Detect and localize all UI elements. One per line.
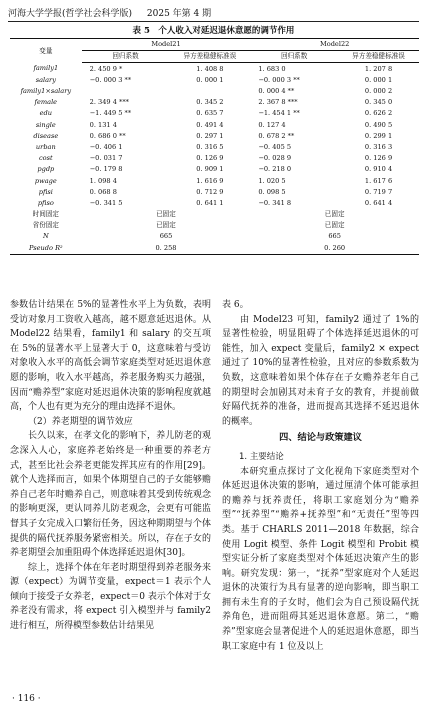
- row-se-model21: 0. 635 7: [196, 109, 224, 118]
- row-coef-model22: 0. 678 2 **: [258, 131, 295, 140]
- row-coef-model21: −0. 341 5: [89, 198, 123, 207]
- table-summary-row: [10, 231, 419, 242]
- left-paragraph-3: 综上，选择个体在年老时期望得到养老服务来源（expect）为调节变量，expect＝1 表示个人倾向于接受子女养老，expect＝0 表示个体对于女养老没有需求，将 expect 引入模型并与 family2 进行相互，所得模型参数估计结果见: [10, 562, 211, 632]
- row-coef-model21: −0. 406 1: [89, 142, 123, 151]
- row-coef-model22: −0. 000 3 **: [258, 75, 300, 84]
- row-coef-model21: 2. 450 9 *: [89, 64, 123, 73]
- summary-label: N: [42, 232, 49, 241]
- row-variable: pgdp: [37, 165, 55, 174]
- row-coef-model22: −1. 454 1 **: [258, 109, 300, 118]
- row-variable: female: [34, 98, 58, 107]
- row-se-model22: 0. 490 5: [364, 120, 393, 129]
- sub-se-1: 异方差稳健标准误: [169, 51, 250, 63]
- row-variable: edu: [39, 109, 53, 118]
- row-se-model21: [169, 86, 250, 97]
- row-coef-model21: 0. 686 0 **: [89, 131, 126, 140]
- left-subheading: （2）养老期望的调节效应: [28, 416, 133, 427]
- table-row: [10, 186, 419, 197]
- table-row: [10, 97, 419, 108]
- table-summary-row: [10, 220, 419, 231]
- row-coef-model21: 2. 349 4 ***: [89, 98, 129, 107]
- table-summary-row: [10, 209, 419, 220]
- row-se-model22: 0. 000 1: [364, 75, 393, 84]
- row-se-model21: 0. 297 1: [196, 131, 224, 140]
- row-se-model21: 1. 616 9: [196, 176, 224, 185]
- row-se-model21: 0. 316 5: [196, 142, 224, 151]
- running-header: [8, 6, 419, 22]
- row-variable: pfiso: [37, 198, 54, 207]
- table-row: [10, 131, 419, 142]
- row-se-model21: 0. 909 1: [196, 165, 224, 174]
- table-row: [10, 175, 419, 186]
- summary-label: Pseudo R²: [10, 242, 82, 254]
- table-row: [10, 164, 419, 175]
- summary-label: 时间固定: [32, 210, 60, 219]
- row-se-model22: 0. 299 1: [364, 131, 393, 140]
- right-paragraph-0: 表 6。: [222, 300, 249, 310]
- row-coef-model22: −0. 341 8: [258, 198, 292, 207]
- regression-table: [10, 38, 419, 255]
- summary-model22: 665: [328, 232, 341, 241]
- row-se-model21: 0. 641 1: [196, 198, 224, 207]
- table-row: [10, 119, 419, 130]
- table-row: [10, 198, 419, 209]
- right-subheading: 1. 主要结论: [239, 451, 284, 462]
- table-row: [10, 63, 419, 75]
- row-variable: urban: [35, 142, 56, 151]
- row-coef-model21: 1. 098 4: [89, 176, 117, 185]
- row-coef-model21: −0. 031 7: [89, 154, 123, 163]
- summary-model21: 0. 258: [82, 242, 251, 254]
- row-se-model22: 0. 626 2: [364, 109, 393, 118]
- row-se-model22: 1. 207 8: [364, 64, 393, 73]
- row-variable: family1×salary: [20, 87, 72, 96]
- model2-header: Model22: [250, 39, 419, 51]
- row-se-model22: 1. 617 6: [364, 176, 393, 185]
- row-coef-model22: 1. 683 0: [258, 64, 286, 73]
- row-variable: cost: [38, 154, 53, 163]
- page-number: · 116 ·: [12, 694, 41, 704]
- row-variable: pwage: [34, 176, 57, 185]
- row-se-model21: 0. 712 9: [196, 187, 224, 196]
- summary-label: 省份固定: [32, 221, 60, 230]
- row-variable: salary: [35, 75, 56, 84]
- row-coef-model22: −0. 405 5: [258, 142, 292, 151]
- right-paragraph-1: 由 Model23 可知，family2 通过了 1%的显著性检验，明显阻碍了个体选择延迟退休的可能性，加入 expect 变量后，family2 × expect 通过了 10%的显著性检验，且对应的参数系数为负数，这意味着如果个体存在子女赡养老年自己的期望时会加剧其对未育子女的教育，并提前做好隔代抚养的准备，进而提高其选择不延迟退休的概率。: [222, 314, 419, 427]
- section-heading: 四、结论与政策建议: [279, 432, 362, 444]
- row-se-model21: 0. 345 2: [196, 98, 224, 107]
- model1-header: Model21: [82, 39, 251, 51]
- left-column: [10, 298, 211, 634]
- row-variable: pfisi: [38, 187, 53, 196]
- row-se-model22: 0. 000 2: [364, 87, 393, 96]
- table-caption: 表 5 个人收入对延迟退休意愿的调节作用: [132, 26, 295, 36]
- row-coef-model22: −0. 028 9: [258, 154, 292, 163]
- table-row: [10, 75, 419, 86]
- sub-se-2: 异方差稳健标准误: [338, 51, 419, 63]
- row-se-model21: 1. 408 8: [196, 64, 224, 73]
- row-se-model22: 0. 910 4: [364, 165, 393, 174]
- row-variable: family1: [33, 64, 59, 73]
- row-coef-model21: −0. 179 8: [89, 165, 123, 174]
- row-variable: single: [35, 120, 56, 129]
- row-coef-model22: 0. 127 4: [258, 120, 286, 129]
- sub-coef-1: 回归系数: [82, 51, 170, 63]
- summary-model22: 已固定: [324, 210, 345, 219]
- journal-name: 河海大学学报(哲学社会科学版): [8, 9, 133, 19]
- right-column: [222, 298, 419, 654]
- row-coef-model21: −0. 000 3 **: [89, 75, 132, 84]
- col-variable: 变量: [10, 39, 82, 63]
- left-paragraph-1: 参数估计结果在 5%的显著性水平上为负数，表明受访对象月工资收入越高，越不愿意延迟退休。从 Model22 结果看，family1 和 salary 的交互项在 5%的显著水平上显著大于 0，这意味着与受访对象收入水平的高低会调节家庭类型对延迟退休意愿的影响，收入水平越高，养老服务购买力越强，因而“赡养型”家庭对延迟退休决策的影响程度就越高，个人也有更为充分的理由选择不退休。: [10, 300, 211, 413]
- summary-model21: 665: [159, 232, 173, 241]
- issue-label: 2025 年第 4 期: [146, 9, 212, 19]
- row-se-model22: 0. 126 9: [364, 154, 393, 163]
- table-row: [10, 86, 419, 97]
- row-se-model22: 0. 719 7: [364, 187, 393, 196]
- right-paragraph-2: 本研究重点探讨了文化视角下家庭类型对个体延迟退休决策的影响，通过厘清个体可能承担的赡养与抚养责任，将职工家庭划分为“赡养型”“抚养型”“赡养+抚养型”和“无责任”型等四类。基于 CHARLS 2011—2018 年数据，综合使用 Logit 模型、条件 Logit 模型和 Probit 模型实证分析了家庭类型对个体延迟决策产生的影响。研究发现：第一，“抚养”型家庭对个人延迟退休的决策行为具有显著的逆向影响，即当职工拥有未生育的子女时，他们会为自己预设隔代抚养角色，进而阻碍其延迟退休意愿。第二，“赡养”型家庭会显著促进个人的延迟退休意愿，即当职工家庭中有 1 位及以上: [222, 466, 419, 652]
- row-coef-model22: −0. 218 0: [258, 165, 292, 174]
- row-variable: disease: [33, 131, 59, 140]
- row-coef-model22: 0. 000 4 **: [258, 87, 295, 96]
- left-paragraph-2: 长久以来，在孝文化的影响下，养儿防老的观念深入人心，家庭养老始终是一种重要的养老方式，甚至比社会养老更能发挥其应有的作用[29]。就个人选择而言，如果个体期望自己的子女能够赡养自己老年时赡养自己，则意味着其受到传统观念的影响更深，更认同养儿防老观念，会更有可能监督其子女完成入口繁衍任务，因这种期期望与个体提供的隔代抚养服务紧密相关。所以，存在子女的养老期望会加重阻碍个体选择延迟退休[30]。: [10, 431, 211, 559]
- row-se-model22: 0. 345 0: [364, 98, 393, 107]
- summary-model21: 已固定: [156, 210, 176, 219]
- row-se-model22: 0. 641 4: [364, 198, 393, 207]
- row-se-model21: 0. 491 4: [196, 120, 224, 129]
- table-body: [10, 63, 419, 254]
- row-coef-model21: −1. 449 5 **: [89, 109, 132, 118]
- row-coef-model21: 0. 131 4: [89, 120, 117, 129]
- row-coef-model22: 1. 020 5: [258, 176, 286, 185]
- row-coef-model21: 0. 068 8: [89, 187, 117, 196]
- table-row: [10, 153, 419, 164]
- row-coef-model22: 0. 098 5: [258, 187, 286, 196]
- summary-model22: 已固定: [324, 221, 345, 230]
- table-row: [10, 142, 419, 153]
- table-summary-row: [10, 242, 419, 254]
- row-se-model22: 0. 316 3: [364, 142, 393, 151]
- summary-model21: 已固定: [156, 221, 176, 230]
- row-coef-model21: [82, 86, 170, 97]
- row-coef-model22: 2. 367 8 ***: [258, 98, 298, 107]
- sub-coef-2: 回归系数: [250, 51, 338, 63]
- row-se-model21: 0. 000 1: [196, 75, 224, 84]
- table-row: [10, 108, 419, 119]
- row-se-model21: 0. 126 9: [196, 154, 224, 163]
- summary-model22: 0. 260: [250, 242, 419, 254]
